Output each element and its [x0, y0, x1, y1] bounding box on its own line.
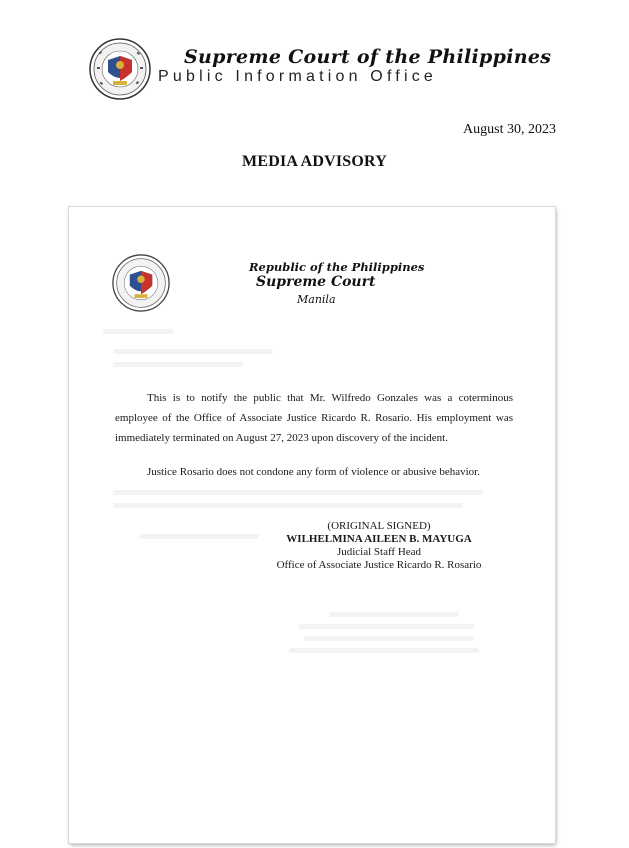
letterhead-republic: Republic of the Philippines [249, 260, 425, 274]
advisory-date: August 30, 2023 [463, 122, 556, 137]
letter-paragraph: This is to notify the public that Mr. Wilfredo Gonzales was a coterminous employee of the Office of Associate Justice Ricardo R. Rosario. His employment was immediately terminated on August 27, 2023 upon discovery of the incident. [115, 392, 513, 444]
faint-mark [329, 612, 459, 617]
signatory-position: Judicial Staff Head [336, 546, 422, 558]
faint-mark [113, 349, 273, 354]
supreme-court-seal-icon [89, 38, 151, 100]
letter-paragraph: Justice Rosario does not condone any form of violence or abusive behavior. [147, 466, 480, 478]
faint-mark [113, 503, 463, 508]
letter-seal-icon [112, 254, 170, 312]
faint-mark [113, 362, 243, 367]
faint-mark [113, 490, 483, 495]
letter-image [69, 207, 555, 843]
faint-mark [299, 624, 474, 629]
letterhead-court: Supreme Court [256, 274, 376, 290]
header-title: Supreme Court of the Philippines [184, 46, 552, 68]
faint-mark [103, 329, 173, 334]
signature-note: (ORIGINAL SIGNED) [327, 520, 431, 532]
signatory-name: WILHELMINA AILEEN B. MAYUGA [286, 533, 472, 545]
faint-mark [289, 648, 479, 653]
faint-mark [304, 636, 474, 641]
signatory-office: Office of Associate Justice Ricardo R. Rosario [276, 559, 482, 571]
signature-block [249, 520, 509, 572]
header-subtitle: Public Information Office [158, 68, 438, 85]
faint-mark [139, 534, 259, 539]
advisory-title: MEDIA ADVISORY [242, 153, 387, 170]
letterhead-city: Manila [297, 293, 336, 306]
